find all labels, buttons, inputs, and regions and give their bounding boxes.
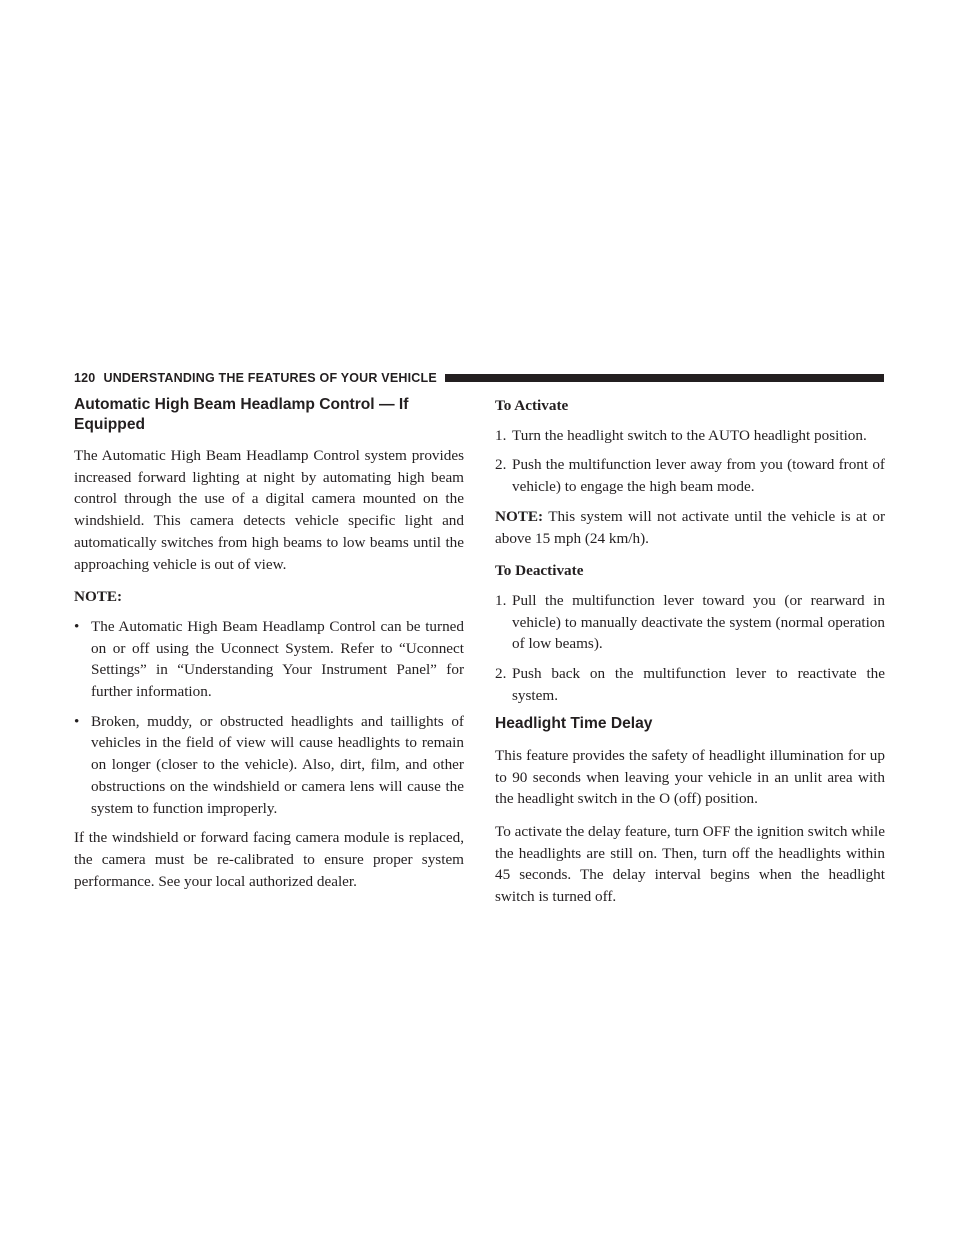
list-item <box>495 590 885 655</box>
step-text: Turn the headlight switch to the AUTO headlight position. <box>512 426 867 444</box>
bullet-text: The Automatic High Beam Headlamp Control can be turned on or off using the Uconnect System. Refer to “Uconnect Settings” in “Understanding Your Instrument Panel” for further information. <box>91 617 464 701</box>
step-text: Push the multifunction lever away from you (toward front of vehicle) to engage the high beam mode. <box>512 456 885 496</box>
header-rule <box>445 374 884 382</box>
list-item <box>74 711 464 820</box>
left-column <box>74 395 464 903</box>
page-header <box>74 370 884 386</box>
note-text: This system will not activate until the vehicle is at or above 15 mph (24 km/h). <box>495 507 885 547</box>
step-text: Pull the multifunction lever toward you (or rearward in vehicle) to manually deactivate the system (normal operation of low beams). <box>512 591 885 653</box>
section-heading-time-delay: Headlight Time Delay <box>495 715 653 733</box>
bullet-text: Broken, muddy, or obstructed headlights and taillights of vehicles in the field of view will cause headlights to remain on longer (closer to the vehicle). Also, dirt, film, and other obstructions on the windshield or camera lens will cause the system to function improperly. <box>91 712 464 817</box>
right-column <box>495 395 885 919</box>
note-label: NOTE: <box>74 588 123 606</box>
note-paragraph <box>495 506 885 549</box>
delay-paragraph-2: To activate the delay feature, turn OFF the ignition switch while the headlights are still on. Then, turn off the headlights within 45 seconds. The delay interval begins when the headlight switch is turned off. <box>495 823 885 906</box>
step-number: 2. <box>495 665 507 683</box>
bullet-icon: • <box>74 617 80 635</box>
closing-paragraph: If the windshield or forward facing camera module is replaced, the camera must be re-calibrated to ensure proper system performance. See your local authorized dealer. <box>74 829 464 890</box>
list-item <box>495 425 885 447</box>
list-item <box>495 454 885 497</box>
activate-heading: To Activate <box>495 397 569 414</box>
step-number: 1. <box>495 591 507 609</box>
step-number: 2. <box>495 456 507 474</box>
note-label: NOTE: <box>495 507 544 525</box>
delay-paragraph-1: This feature provides the safety of headlight illumination for up to 90 seconds when leaving your vehicle in an unlit area with the headlight switch in the O (off) position. <box>495 746 885 808</box>
page-number: 120 <box>74 371 96 385</box>
step-text: Push back on the multifunction lever to reactivate the system. <box>512 665 885 704</box>
intro-paragraph: The Automatic High Beam Headlamp Control system provides increased forward lighting at night by automating high beam control through the use of a digital camera mounted on the windshield. This camera detects vehicle specific light and automatically switches from high beams to low beams until the approaching vehicle is out of view. <box>74 447 464 573</box>
list-item <box>495 663 885 706</box>
step-number: 1. <box>495 426 507 444</box>
bullet-icon: • <box>74 712 80 730</box>
section-heading-auto-high-beam: Automatic High Beam Headlamp Control — If Equipped <box>74 396 409 433</box>
deactivate-heading: To Deactivate <box>495 562 584 580</box>
list-item <box>74 616 464 703</box>
section-title: UNDERSTANDING THE FEATURES OF YOUR VEHICLE <box>103 371 437 385</box>
